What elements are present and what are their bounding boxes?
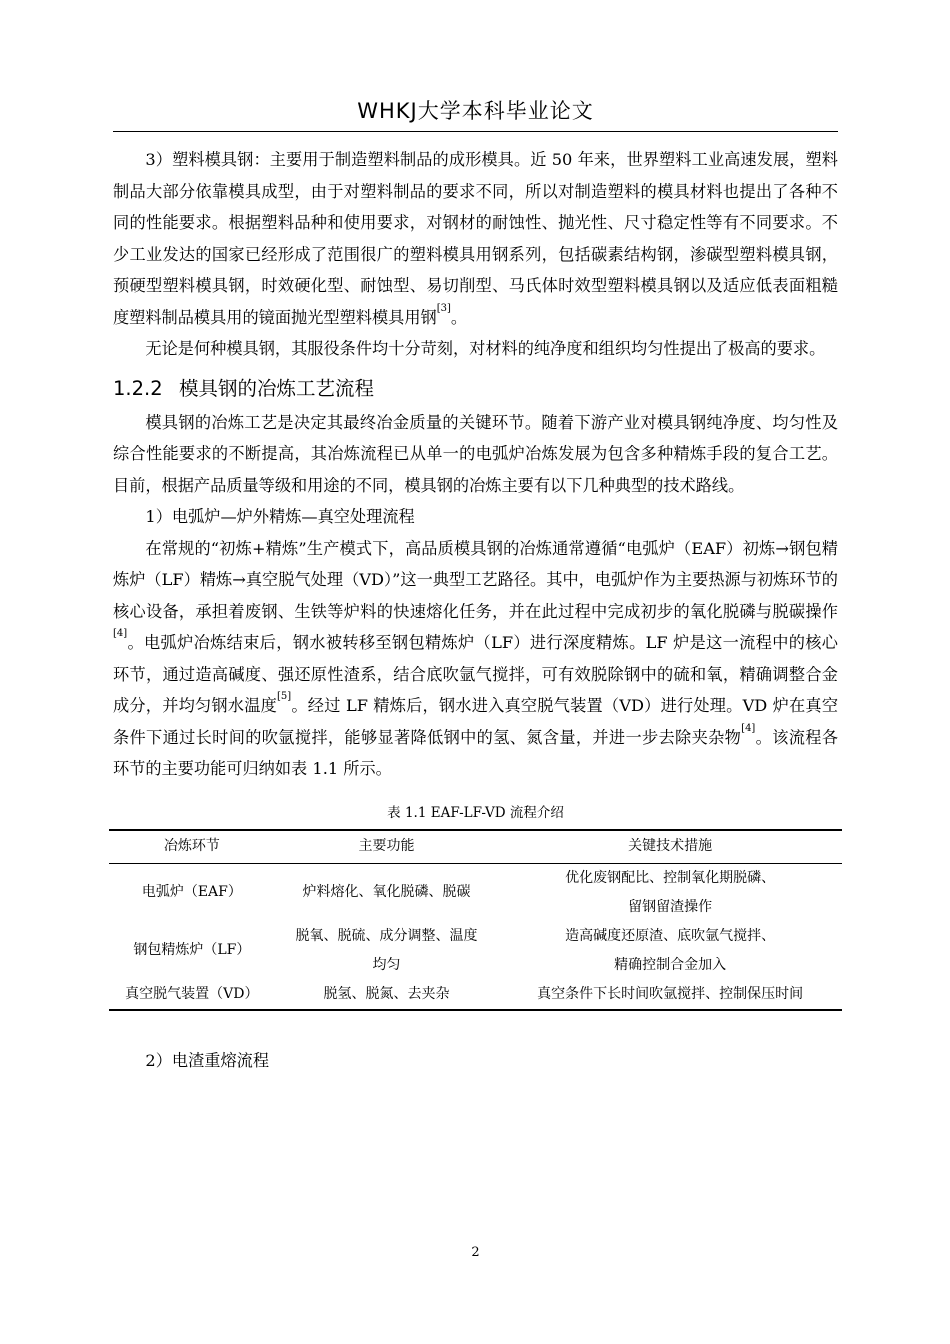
body-text [113, 144, 838, 1076]
table-cell-function: 炉料熔化、氧化脱磷、脱碳 [302, 884, 471, 900]
header-rule [113, 131, 838, 132]
running-header: WHKJ大学本科毕业论文 [357, 99, 594, 123]
table-header-cell: 冶炼环节 [163, 838, 220, 854]
table-caption: 表 1.1 EAF-LF-VD 流程介绍 [387, 804, 564, 821]
table-header-row [109, 830, 842, 864]
table-header-cell: 主要功能 [358, 838, 415, 854]
table-cell-measures: 真空条件下长时间吹氩搅拌、控制保压时间 [537, 985, 804, 1002]
paragraph-service-conditions: 无论是何种模具钢，其服役条件均十分苛刻，对材料的纯净度和组织均匀性提出了极高的要求。 [145, 339, 826, 358]
table-cell-measures: 优化废钢配比、控制氧化期脱磷、 留钢留渣操作 [565, 869, 776, 915]
paragraph-intro: 模具钢的冶炼工艺是决定其最终冶金质量的关键环节。随着下游产业对模具钢纯净度、均匀性及综合性能要求的不断提高，其冶炼流程已从单一的电弧炉冶炼发展为包含多种精炼手段的复合工艺。目前，根据产品质量等级和用途的不同，模具钢的冶炼主要有以下几种典型的技术路线。 [113, 412, 838, 495]
citation-ref: [4] [741, 722, 756, 734]
table-cell-stage: 钢包精炼炉（LF） [133, 942, 251, 958]
citation-ref: [3] [436, 302, 451, 314]
table-cell-stage: 真空脱气装置（VD） [125, 985, 259, 1002]
table-row [109, 980, 842, 1010]
section-number: 1.2.2 [113, 376, 163, 400]
citation-ref: [5] [277, 691, 292, 702]
section-heading [113, 375, 838, 402]
page-number: 2 [471, 1245, 480, 1260]
list-item-title-2: 2）电渣重熔流程 [145, 1050, 270, 1070]
table-header-cell: 关键技术措施 [628, 838, 713, 854]
list-item-title-1: 1）电弧炉—炉外精炼—真空处理流程 [145, 507, 415, 526]
table-row [109, 863, 842, 922]
section-title: 模具钢的冶炼工艺流程 [179, 376, 375, 400]
table-cell-measures: 造高碱度还原渣、底吹氩气搅拌、 精确控制合金加入 [565, 927, 776, 973]
table-cell-function: 脱氢、脱氮、去夹杂 [323, 985, 450, 1002]
table-cell-stage: 电弧炉（EAF） [141, 884, 242, 900]
paragraph-plastic-mold-steel: 3）塑料模具钢：主要用于制造塑料制品的成形模具。近 50 年来，世界塑料工业高速发展，塑料制品大部分依靠模具成型，由于对塑料制品的要求不同，所以对制造塑料的模具材料也提出了各种不同的性能要求。根据塑料品种和使用要求，对钢材的耐蚀性、抛光性、尺寸稳定性等有不同要求。不少工业发达的国家已经形成了范围很广的塑料模具用钢系列，包括碳素结构钢，渗碳型塑料模具钢，预硬型塑料模具钢，时效硬化型、耐蚀型、易切削型、马氏体时效型塑料模具钢以及适应低表面粗糙度塑料制品模具用的镜面抛光型塑料模具用钢[3]。 [113, 150, 838, 327]
table-row [109, 922, 842, 980]
process-table [109, 829, 842, 1011]
paragraph-eaf-lf-vd: 在常规的“初炼+精炼”生产模式下，高品质模具钢的冶炼通常遵循“电弧炉（EAF）初炼→钢包精炼炉（LF）精炼→真空脱气处理（VD）”这一典型工艺路径。其中，电弧炉作为主要热源与初炼环节的核心设备，承担着废钢、生铁等炉料的快速熔化任务，并在此过程中完成初步的氧化脱磷与脱碳操作[4]。电弧炉冶炼结束后，钢水被转移至钢包精炼炉（LF）进行深度精炼。LF 炉是这一流程中的核心环节，通过造高碱度、强还原性渣系，结合底吹氩气搅拌，可有效脱除钢中的硫和氧，精确调整合金成分，并均匀钢水温度[5]。经过 LF 精炼后，钢水进入真空脱气装置（VD）进行处理。VD 炉在真空条件下通过长时间的吹氩搅拌，能够显著降低钢中的氢、氮含量，并进一步去除夹杂物[4]。该流程各环节的主要功能可归纳如表 1.1 所示。 [113, 538, 838, 778]
table-cell-function: 脱氧、脱硫、成分调整、温度 均匀 [295, 927, 478, 973]
citation-ref: [4] [113, 628, 128, 639]
